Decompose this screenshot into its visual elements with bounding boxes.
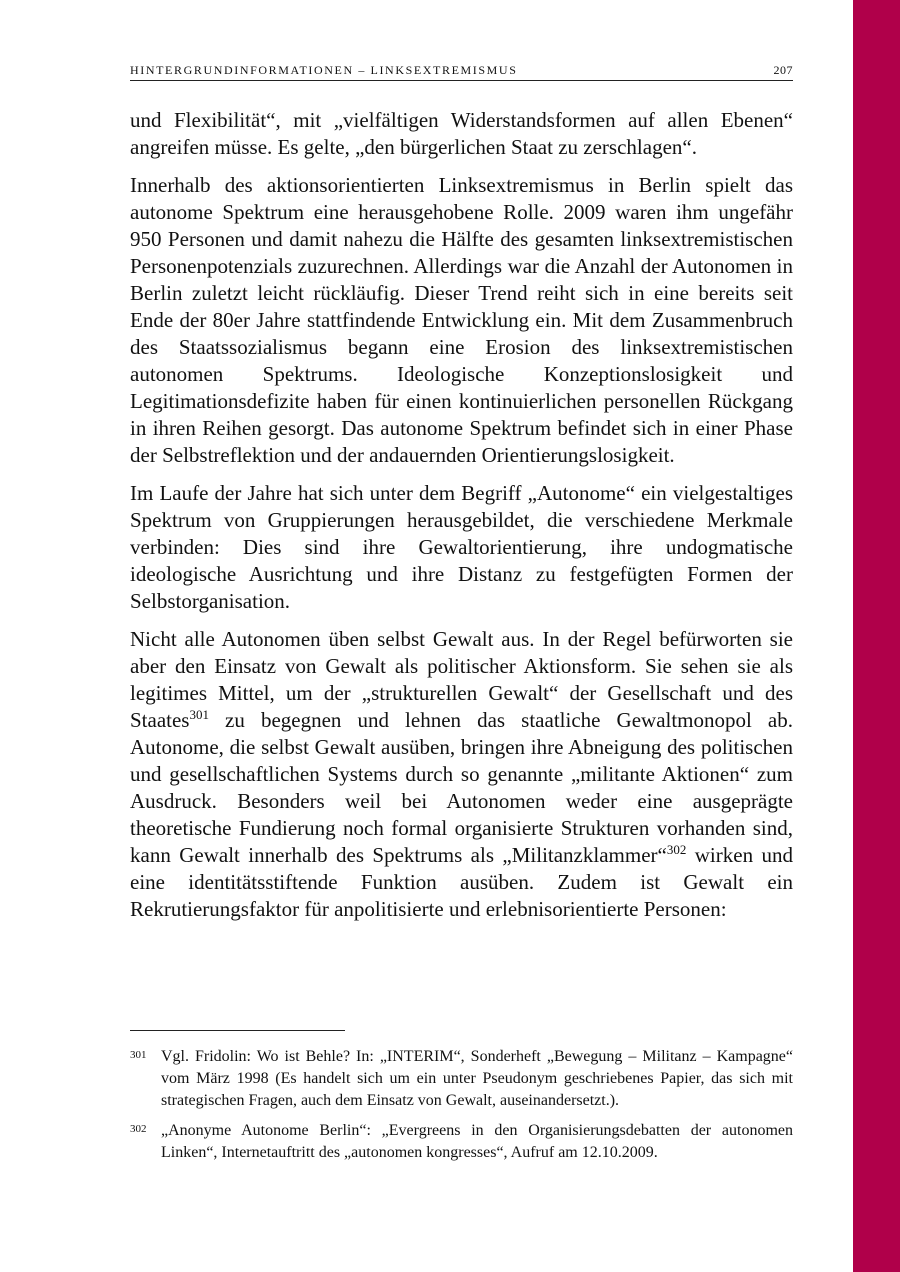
paragraph-2: Innerhalb des aktionsorientierten Linksextremismus in Berlin spielt das autonome Spektrum eine herausgehobene Rolle. 2009 waren ihm ungefähr 950 Personen und damit nahezu die Hälfte des gesamten linksextremistischen Personenpotenzials zuzurechnen. Allerdings war die Anzahl der Autonomen in Berlin zuletzt leicht rückläufig. Dieser Trend reiht sich in eine bereits seit Ende der 80er Jahre stattfindende Entwicklung ein. Mit dem Zusammenbruch des Staatssozialismus begann eine Erosion des linksextremistischen autonomen Spektrums. Ideologische Konzeptionslosigkeit und Legitimationsdefizite haben für einen kontinuierlichen personellen Rückgang in ihren Reihen gesorgt. Das autonome Spektrum befindet sich in einer Phase der Selbstreflektion und der andauernden Orientierungslosigkeit. xyxy=(130,173,793,467)
side-color-bar xyxy=(853,0,900,1272)
footnote-divider xyxy=(130,1030,345,1031)
paragraph-4-part-2: zu begegnen und lehnen das staatliche Gewaltmonopol ab. Autonome, die selbst Gewalt ausüben, bringen ihre Abneigung des politischen und gesellschaftlichen Systems durch so genannte „militante Aktionen“ zum Ausdruck. Besonders weil bei Autonomen weder eine ausgeprägte theoretische Fundierung noch formal organisierte Strukturen vorhanden sind, kann Gewalt innerhalb des Spektrums als „Militanzklammer“ xyxy=(130,708,793,867)
footnotes xyxy=(130,1046,793,1172)
footnote-ref-301[interactable]: 301 xyxy=(189,707,209,722)
footnote-ref-302[interactable]: 302 xyxy=(666,842,687,857)
page-number: 207 xyxy=(773,63,793,77)
paragraph-4-part-3: wirken und eine identitätsstiftende Funktion ausüben. Zudem ist Gewalt ein Rekrutierungsfaktor für anpolitisierte und erlebnisorientierte Personen: xyxy=(130,843,793,921)
paragraph-3: Im Laufe der Jahre hat sich unter dem Begriff „Autonome“ ein vielgestaltiges Spektrum von Gruppierungen herausgebildet, die verschiedene Merkmale verbinden: Dies sind ihre Gewaltorientierung, ihre undogmatische ideologische Ausrichtung und ihre Distanz zu festgefügten Formen der Selbstorganisation. xyxy=(130,481,793,613)
footnote-301 xyxy=(130,1046,793,1112)
running-header xyxy=(130,62,793,81)
footnote-302 xyxy=(130,1120,793,1164)
footnote-text: „Anonyme Autonome Berlin“: „Evergreens in den Organisierungsdebatten der autonomen Linken“, Internetauftritt des „autonomen kongresses“, Aufruf am 12.10.2009. xyxy=(161,1122,793,1161)
footnote-text: Vgl. Fridolin: Wo ist Behle? In: „INTERIM“, Sonderheft „Bewegung – Militanz – Kampagne“ vom März 1998 (Es handelt sich um ein unter Pseudonym geschriebenes Papier, das sich mit strategischen Fragen, auch dem Einsatz von Gewalt, auseinandersetzt.). xyxy=(161,1048,793,1109)
footnote-number: 302 xyxy=(130,1123,147,1135)
paragraph-1: und Flexibilität“, mit „vielfältigen Widerstandsformen auf allen Ebenen“ angreifen müsse. Es gelte, „den bürgerlichen Staat zu zerschlagen“. xyxy=(130,108,793,159)
footnote-number: 301 xyxy=(130,1049,147,1061)
header-title: HINTERGRUNDINFORMATIONEN – LINKSEXTREMISMUS xyxy=(130,63,518,77)
paragraph-4 xyxy=(130,626,793,923)
main-text xyxy=(130,107,793,934)
paragraph-4-part-1: Nicht alle Autonomen üben selbst Gewalt aus. In der Regel befürworten sie aber den Einsatz von Gewalt als politischer Aktionsform. Sie sehen sie als legitimes Mittel, um der „strukturellen Gewalt“ der Gesellschaft und des Staates xyxy=(130,627,793,732)
